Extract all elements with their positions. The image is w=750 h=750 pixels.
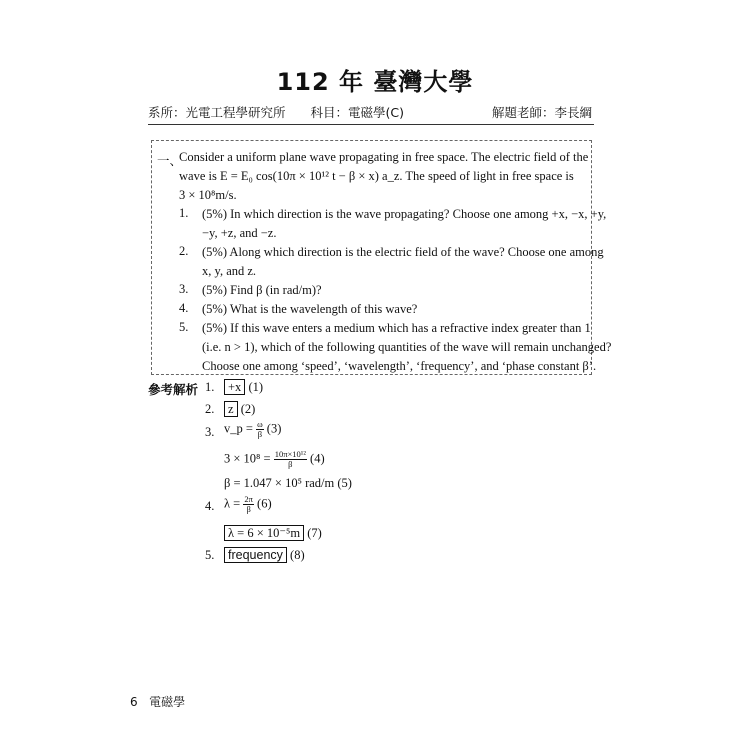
item-4-line1: (5%) What is the wavelength of this wave? bbox=[202, 302, 418, 316]
equation-tag: (5) bbox=[337, 476, 352, 490]
item-2-line1: (5%) Along which direction is the electric field of the wave? Choose one among bbox=[202, 245, 604, 259]
equation-lhs: λ = bbox=[224, 496, 241, 511]
exam-info-bar bbox=[148, 103, 594, 125]
equation-lhs: v_p = bbox=[224, 421, 253, 436]
answer-number: 1. bbox=[205, 380, 215, 394]
equation-tag: (6) bbox=[257, 496, 272, 511]
footer-subject: 電磁學 bbox=[149, 695, 186, 709]
answer-label: 參考解析 bbox=[148, 382, 199, 397]
question-intro-line2: wave is E = E₀ cos(10π × 10¹² t − β × x) a_z. The speed of light in free space is bbox=[179, 169, 574, 183]
item-number: 5. bbox=[179, 320, 189, 334]
teacher-name: 解題老師：李長綱 bbox=[491, 105, 592, 120]
answer-box: frequency bbox=[224, 547, 287, 563]
item-3-line1: (5%) Find β (in rad/m)? bbox=[202, 283, 322, 297]
fraction: $\frac{2\pi}{\beta}$ bbox=[244, 494, 253, 514]
equation-tag: (4) bbox=[310, 451, 325, 466]
page-title: 112 年 臺灣大學 bbox=[276, 68, 474, 96]
answer-number: 4. bbox=[205, 499, 215, 513]
answer-number: 3. bbox=[205, 425, 215, 439]
equation-tag: (1) bbox=[248, 380, 264, 394]
question-intro-line1: Consider a uniform plane wave propagating in free space. The electric field of the bbox=[179, 150, 589, 164]
item-5-line2: (i.e. n > 1), which of the following quantities of the wave will remain unchanged? bbox=[202, 340, 612, 354]
item-5-line1: (5%) If this wave enters a medium which has a refractive index greater than 1 bbox=[202, 321, 591, 335]
page-footer bbox=[130, 693, 185, 710]
fraction: $\frac{\text{10π×10¹²}}{\beta}$ bbox=[274, 449, 306, 469]
item-1-line2: −y, +z, and −z. bbox=[202, 226, 277, 240]
answer-box: λ = 6 × 10⁻⁵m bbox=[224, 525, 304, 541]
equation-tag: (2) bbox=[240, 402, 256, 416]
equation-tag: (7) bbox=[307, 526, 322, 540]
answer-box: z bbox=[224, 401, 238, 417]
item-number: 3. bbox=[179, 282, 189, 296]
answer-box: +x bbox=[224, 379, 245, 395]
equation-tag: (3) bbox=[266, 421, 282, 436]
page-number: 6 bbox=[130, 695, 138, 709]
equation: β = 1.047 × 10⁵ rad/m bbox=[224, 476, 335, 490]
item-1-line1: (5%) In which direction is the wave propagating? Choose one among +x, −x, +y, bbox=[202, 207, 607, 221]
item-2-line2: x, y, and z. bbox=[202, 264, 257, 278]
equation-lhs: 3 × 10⁸ = bbox=[224, 451, 271, 466]
question-intro-line3: 3 × 10⁸m/s. bbox=[179, 188, 237, 202]
question-marker: 一、 bbox=[157, 153, 183, 168]
item-number: 4. bbox=[179, 301, 189, 315]
item-5-line3: Choose one among ‘speed’, ‘wavelength’, ‘frequency’, and ‘phase constant β’. bbox=[202, 359, 597, 373]
equation-tag: (8) bbox=[290, 548, 305, 562]
fraction: $\frac{\omega}{\beta}$ bbox=[257, 419, 263, 439]
answer-number: 2. bbox=[205, 402, 215, 416]
department-subject: 系所：光電工程學研究所 科目：電磁學(C) bbox=[148, 105, 404, 120]
item-number: 2. bbox=[179, 244, 189, 258]
item-number: 1. bbox=[179, 206, 189, 220]
answer-number: 5. bbox=[205, 548, 215, 562]
